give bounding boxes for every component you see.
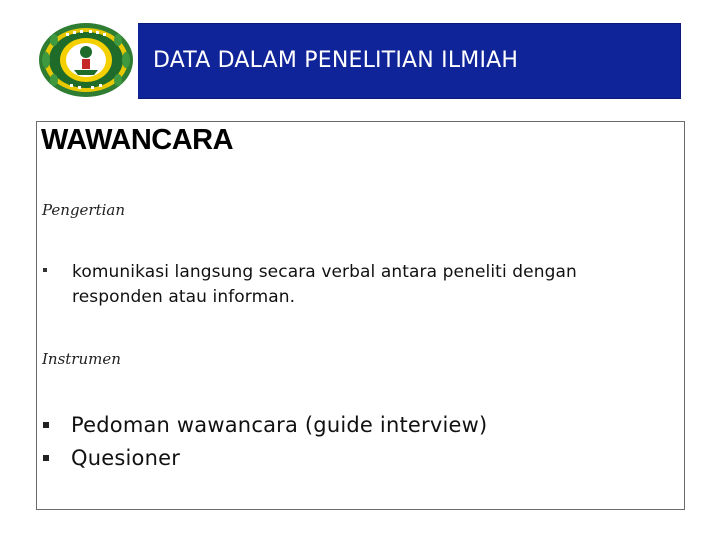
instrument-list (40, 409, 487, 475)
instrument-item-label: Quesioner (71, 446, 181, 470)
section-heading: WAWANCARA (41, 124, 234, 156)
page-title: DATA DALAM PENELITIAN ILMIAH (153, 48, 519, 73)
square-bullet-icon (43, 422, 49, 428)
list-item (40, 409, 487, 442)
list-item (40, 442, 487, 475)
instrument-item-label: Pedoman wawancara (guide interview) (71, 413, 488, 437)
definition-text: komunikasi langsung secara verbal antara peneliti dengan responden atau informan. (72, 262, 577, 307)
university-seal-icon (36, 20, 136, 100)
definition-bullet (43, 268, 47, 272)
square-bullet-icon (43, 455, 49, 461)
definition-label: Pengertian (42, 201, 126, 219)
instrument-label: Instrumen (42, 350, 121, 368)
